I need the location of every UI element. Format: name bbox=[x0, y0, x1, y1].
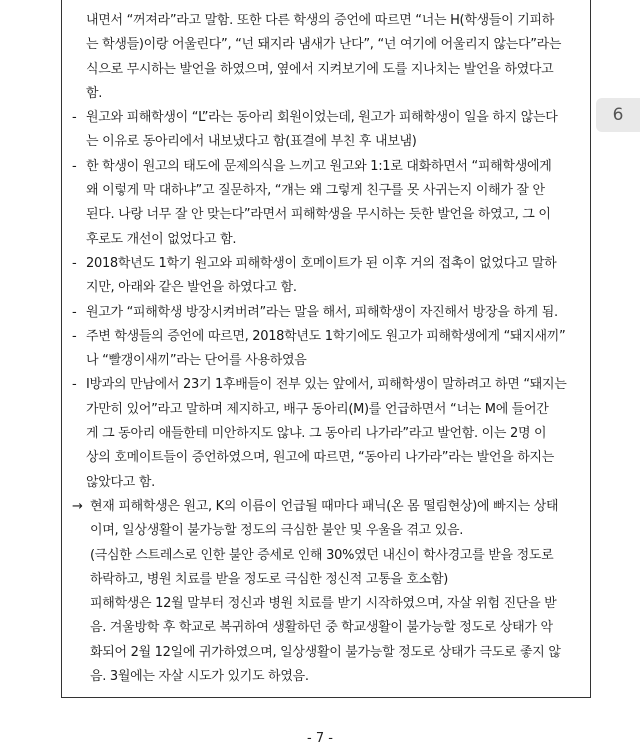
bullet-item-3 bbox=[72, 252, 582, 301]
bullet-item-6 bbox=[72, 373, 582, 494]
paragraph-line: 지만, 아래와 같은 발언을 하였다고 함. bbox=[86, 280, 297, 296]
paragraph-line: 된다. 나랑 너무 잘 안 맞는다”라면서 피해학생을 무시하는 듯한 발언을 하였고, 그 이 bbox=[86, 207, 551, 223]
paragraph-line: 않았다고 함. bbox=[86, 474, 155, 490]
paragraph-line: 하락하고, 병원 치료를 받을 정도로 극심한 정신적 고통을 호소함) bbox=[90, 571, 448, 587]
paragraph-line: 주변 학생들의 증언에 따르면, 2018학년도 1학기에도 원고가 피해학생에게 “돼지새끼” bbox=[86, 328, 566, 344]
paragraph-line: 한 학생이 원고의 태도에 문제의식을 느끼고 원고와 1:1로 대화하면서 “피해학생에게 bbox=[86, 158, 552, 174]
paragraph-line: (극심한 스트레스로 인한 불안 증세로 인해 30%였던 내신이 학사경고를 받을 정도로 bbox=[90, 547, 554, 563]
section-tab[interactable]: 6 bbox=[596, 98, 640, 132]
bullet-item-5 bbox=[72, 325, 582, 374]
paragraph-line: 피해학생은 12월 말부터 정신과 병원 치료를 받기 시작하였으며, 자살 위험 진단을 받 bbox=[90, 596, 557, 612]
bullet-item-1 bbox=[72, 106, 582, 155]
paragraph-line: 이며, 일상생활이 불가능할 정도의 극심한 불안 및 우울을 겪고 있음. bbox=[90, 523, 464, 539]
bullet-dash: - bbox=[72, 328, 77, 344]
paragraph-line: 식으로 무시하는 발언을 하였으며, 옆에서 지켜보기에 도를 지나치는 발언을 하였다고 bbox=[86, 61, 554, 77]
paragraph-line: 2018학년도 1학기 원고와 피해학생이 호메이트가 된 이후 거의 접촉이 없었다고 말하 bbox=[86, 255, 557, 271]
arrow-icon: → bbox=[72, 498, 83, 514]
document-body bbox=[72, 9, 582, 689]
paragraph-line: 원고가 “피해학생 방장시켜버려”라는 말을 해서, 피해학생이 자진해서 방장을 하게 됨. bbox=[86, 304, 558, 320]
paragraph-0 bbox=[72, 9, 582, 106]
paragraph-line: 현재 피해학생은 원고, K의 이름이 언급될 때마다 패닉(온 몸 떨림현상)에 빠지는 상태 bbox=[90, 498, 559, 514]
bullet-item-2 bbox=[72, 155, 582, 252]
bullet-dash: - bbox=[72, 255, 77, 271]
bullet-item-4 bbox=[72, 301, 582, 325]
paragraph-line: 음. 3월에는 자살 시도가 있기도 하였음. bbox=[90, 669, 309, 685]
paragraph-line: 는 이유로 동아리에서 내보냈다고 함(표결에 부친 후 내보냄) bbox=[86, 134, 417, 150]
paragraph-line: 화되어 2월 12일에 귀가하였으며, 일상생활이 불가능할 정도로 상태가 극도로 좋지 않 bbox=[90, 644, 561, 660]
paragraph-line: 음. 겨울방학 후 학교로 복귀하여 생활하던 중 학교생활이 불가능할 정도로 상태가 악 bbox=[90, 620, 553, 636]
paragraph-line: 후로도 개선이 없었다고 함. bbox=[86, 231, 237, 247]
bullet-dash: - bbox=[72, 304, 77, 320]
paragraph-line: 상의 호메이트들이 증언하였으며, 원고에 따르면, “동아리 나가라”라는 발언을 하지는 bbox=[86, 450, 554, 466]
paragraph-line: 내면서 “꺼져라”라고 말함. 또한 다른 학생의 증언에 따르면 “너는 H(학생들이 기피하 bbox=[86, 13, 554, 28]
paragraph-line: 나 “빨갱이새끼”라는 단어를 사용하였음 bbox=[86, 353, 307, 369]
paragraph-line: 함. bbox=[86, 85, 103, 101]
paragraph-line: 는 학생들)이랑 어울린다”, “넌 돼지라 냄새가 난다”, “넌 여기에 어울리지 않는다”라는 bbox=[86, 37, 562, 53]
paragraph-line: 게 그 동아리 애들한테 미안하지도 않냐. 그 동아리 나가라”라고 발언함. 이는 2명 이 bbox=[86, 426, 547, 442]
bullet-dash: - bbox=[72, 377, 77, 393]
paragraph-line: 원고와 피해학생이 “L”라는 동아리 회원이었는데, 원고가 피해학생이 일을 하지 않는다 bbox=[86, 110, 558, 126]
paragraph-line: 왜 이렇게 막 대하냐”고 질문하자, “걔는 왜 그렇게 친구를 못 사귀는지 이해가 잘 안 bbox=[86, 183, 545, 199]
arrow-item bbox=[72, 495, 582, 689]
bullet-dash: - bbox=[72, 158, 77, 174]
page-number: - 7 - bbox=[307, 731, 333, 746]
paragraph-line: 가만히 있어”라고 말하며 제지하고, 배구 동아리(M)를 언급하면서 “너는 M에 들어간 bbox=[86, 401, 549, 417]
bullet-dash: - bbox=[72, 110, 77, 126]
paragraph-line: I방과의 만남에서 23기 1후배들이 전부 있는 앞에서, 피해학생이 말하려고 하면 “돼지는 bbox=[86, 377, 567, 393]
